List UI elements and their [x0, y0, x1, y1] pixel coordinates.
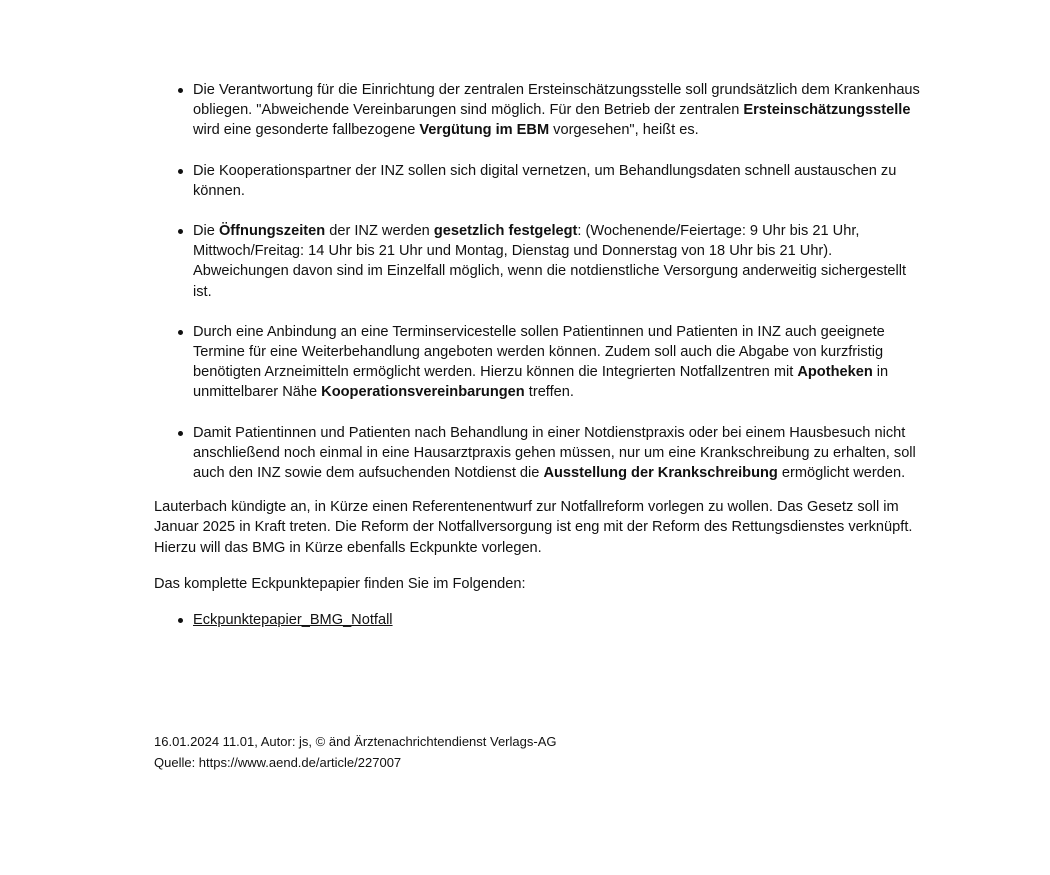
body-text: vorgesehen", heißt es. — [549, 122, 699, 139]
reform-paragraph: Lauterbach kündigte an, in Kürze einen Referentenentwurf zur Notfallreform vorlegen zu wollen. Das Gesetz soll im Januar 2025 in Kraft treten. Die Reform der Notfallversorgung ist eng mit der Reform des Rettungsdienstes verknüpft. Hierzu will das BMG in Kürze ebenfalls Eckpunkte vorlegen. — [154, 499, 913, 556]
list-item — [193, 423, 924, 484]
body-text: : (Wochenende/Feiertage: 9 Uhr bis 21 Uhr, Mittwoch/Freitag: 14 Uhr bis 21 Uhr und Montag, Dienstag und Donnerstag von 18 Uhr bis 21 Uhr). Abweichungen davon sind im Einzelfall möglich, wenn die notdienstliche Versorgung anderweitig sichergestellt ist. — [193, 223, 907, 300]
list-item — [193, 161, 924, 201]
key-points-list — [154, 80, 924, 483]
attachments-list — [154, 610, 924, 630]
emphasis-text: Ersteinschätzungsstelle — [743, 102, 911, 119]
emphasis-text: gesetzlich festgelegt — [433, 223, 578, 240]
emphasis-text: Kooperationsvereinbarungen — [321, 384, 525, 401]
body-text: Die — [193, 223, 219, 240]
body-text: der INZ werden — [325, 223, 434, 240]
body-text: in unmittelbarer Nähe — [193, 364, 889, 401]
body-text: Die Verantwortung für die Einrichtung der zentralen Ersteinschätzungsstelle soll grundsätzlich dem Krankenhaus obliegen. "Abweichende Vereinbarungen sind möglich. Für den Betrieb der zentralen — [193, 82, 920, 119]
emphasis-text: Ausstellung der Krankschreibung — [543, 465, 778, 482]
list-item — [193, 80, 924, 141]
body-text: wird eine gesonderte fallbezogene — [193, 122, 420, 139]
body-text: Durch eine Anbindung an eine Terminservicestelle sollen Patientinnen und Patienten in INZ auch geeignete Termine für eine Weiterbehandlung angeboten werden können. Zudem soll auch die Abgabe von kurzfristig benötigten Arzneimitteln ermöglicht werden. Hierzu können die Integrierten Notfallzentren mit — [193, 323, 885, 381]
list-item — [193, 221, 924, 302]
body-text: Damit Patientinnen und Patienten nach Behandlung in einer Notdienstpraxis oder bei einem Hausbesuch nicht anschließend noch einmal in eine Hausarztpraxis gehen müssen, nur um eine Krankschreibung zu erhalten, soll auch den INZ sowie dem aufsuchenden Notdienst die — [193, 424, 916, 482]
footer-meta: 16.01.2024 11.01, Autor: js, © änd Ärztenachrichtendienst Verlags-AG — [154, 734, 557, 749]
body-text: ermöglicht werden. — [777, 465, 906, 482]
footer-source: Quelle: https://www.aend.de/article/227007 — [154, 754, 402, 770]
body-text: treffen. — [524, 384, 574, 401]
eckpunktepapier-link[interactable]: Eckpunktepapier_BMG_Notfall — [193, 612, 393, 629]
links-intro-paragraph: Das komplette Eckpunktepapier finden Sie im Folgenden: — [154, 575, 526, 592]
article-footer — [154, 732, 556, 773]
body-text: Die Kooperationspartner der INZ sollen sich digital vernetzen, um Behandlungsdaten schnell austauschen zu können. — [193, 162, 897, 199]
emphasis-text: Apotheken — [797, 364, 873, 381]
emphasis-text: Öffnungszeiten — [218, 223, 326, 240]
emphasis-text: Vergütung im EBM — [419, 122, 550, 139]
list-item — [193, 322, 924, 403]
attachment-item — [193, 610, 924, 630]
article-body — [154, 80, 924, 630]
